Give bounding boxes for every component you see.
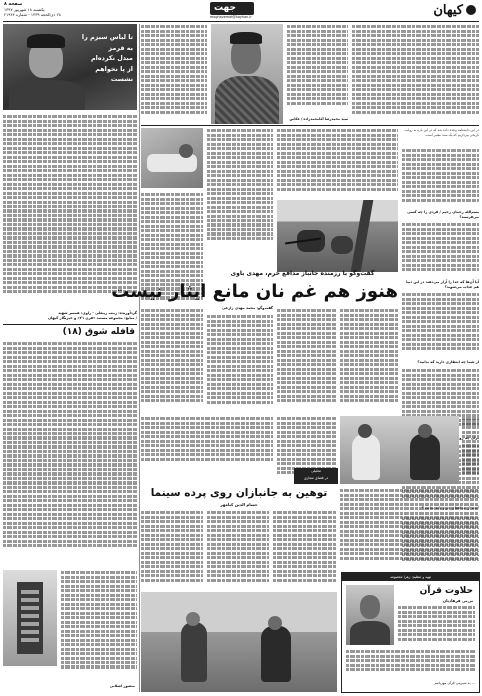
signature-line: گردآورنده: زینب زینعلی - راوی: همسر شهید — [58, 311, 137, 315]
quote-line: مبدل نکرده‌ام — [90, 54, 133, 62]
main-col-3b — [277, 308, 337, 414]
author-face — [360, 595, 380, 619]
sidebar-body-2 — [402, 222, 479, 278]
patient-head — [179, 144, 193, 158]
scene-wall — [141, 592, 337, 632]
caravan-body-2 — [61, 570, 137, 680]
interview-photo — [340, 416, 459, 484]
author-shoulders — [350, 621, 390, 645]
actor-figure — [261, 626, 291, 682]
hospital-bed-photo — [141, 128, 203, 188]
caravan-section — [3, 324, 137, 692]
author-portrait-photo — [346, 585, 394, 645]
date-persian: یکشنبه ۱۸ شهریور ۱۳۹۷ — [4, 7, 45, 13]
sidebar-body-3 — [402, 292, 479, 358]
main-col-2 — [207, 128, 273, 252]
sidebar-question: روی — [456, 436, 464, 440]
caravan-author: منصور اصلانی — [109, 684, 135, 688]
main-col-1b — [141, 308, 203, 414]
logo-emblem-icon — [466, 5, 476, 15]
masthead-rule — [3, 21, 479, 22]
main-col-4b — [340, 308, 398, 414]
actor-head — [268, 616, 282, 630]
left-article-body — [3, 114, 137, 308]
actor-head — [186, 612, 200, 626]
main-col-3 — [277, 128, 398, 198]
martyr-portrait-photo — [3, 24, 137, 110]
caravan-body — [3, 341, 137, 567]
logo-text: کیهان — [433, 3, 463, 18]
box-body-2 — [346, 649, 475, 679]
sidebar-question: آیا آن‌ها که خدا را آزار می‌دهند در این دنیا هم عذاب می‌شوند؟ — [406, 280, 479, 289]
quote-line: به قرمز — [108, 43, 133, 52]
top-center-block — [141, 24, 348, 124]
quran-sweetness-box — [341, 572, 480, 693]
sidebar-intro: در این دانشنامه وعده داده شد که در این باره به روایت تاریخی بپردازیم که یک سند معتبر است. — [404, 128, 479, 137]
top-center-text-left — [141, 24, 207, 124]
box-footer: ... به شیرینی قرآن مهربانیم — [434, 681, 475, 685]
photo-caption: سید محمدرضا آقامحمدزاده / عکاس — [289, 117, 348, 121]
tree-trunk — [351, 200, 374, 272]
officer-hair — [230, 32, 262, 44]
page-number: صفحه ۸ — [4, 2, 23, 7]
interviewee-figure — [352, 434, 380, 480]
section-email: moghavemat@kayhan.ir — [210, 15, 252, 19]
interviewee-head — [358, 424, 372, 438]
top-right-intro-text — [352, 24, 479, 122]
sidebar-question: بسم‌الله رحمان رحیم / فردی را چه کسی می‌فرستد؟ — [407, 210, 479, 219]
portrait-hair — [27, 34, 65, 48]
box-title: حلاوت قرآن — [419, 586, 473, 596]
portrait-shoulders — [9, 80, 85, 110]
interviewer-figure — [410, 434, 440, 480]
top-band-rule — [141, 125, 479, 126]
left-column — [3, 24, 137, 692]
box-header: تهیه و تنظیم: زهرا معصومه — [342, 573, 479, 581]
soldier-figure — [331, 236, 353, 254]
main-col-4c — [340, 488, 479, 568]
gate-inscription — [21, 590, 39, 646]
second-article-tag — [294, 468, 338, 484]
quote-line: از پا نخواهم — [95, 64, 133, 73]
box-body — [398, 605, 475, 649]
caravan-title: قافله شوق (۱۸) — [62, 327, 135, 337]
quote-line: نشست — [110, 75, 133, 83]
sidebar-body-1 — [402, 148, 479, 208]
main-article-headline: هنوز هم غم نان مانع ایثار نیست — [111, 281, 398, 302]
top-center-text-right — [287, 24, 348, 116]
caravan-top-rule — [3, 324, 137, 325]
second-article-headline: توهین به جانبازان روی پرده سینما — [150, 487, 328, 499]
section-logo — [210, 2, 282, 20]
gate-inscription-photo — [3, 570, 57, 666]
second-col-3 — [273, 510, 337, 590]
dateline — [4, 2, 84, 20]
main-col-2b — [207, 314, 273, 414]
actor-figure — [181, 622, 207, 682]
second-col-1 — [141, 510, 203, 590]
sidebar-question: از شما چه انتظاری دارید که بدانید؟ — [417, 360, 479, 364]
box-author: بی‌بی فرهادیان — [442, 598, 473, 603]
tag-line: تحلیلی — [311, 469, 321, 473]
second-col-2 — [207, 510, 269, 590]
masthead — [0, 0, 482, 22]
officer-portrait-photo — [211, 24, 283, 124]
source-line: / منابع: مجموعه مستند «قرن ۲۱» و خبرنگار کیهان — [47, 315, 137, 320]
quote-line: تا لباس سبزم را — [81, 33, 133, 41]
second-article-subhead: حسام الدین کیامهر — [220, 502, 258, 507]
quote-overlay — [81, 32, 133, 85]
right-sidebar-tail — [462, 416, 479, 482]
newspaper-logo — [422, 3, 476, 18]
main-article-kicker: گفت‌وگو با رزمنده جانباز مدافع حرم، مهدی باوی — [230, 270, 375, 277]
officer-uniform — [215, 76, 279, 124]
date-hijri: ۲۸ ذی‌الحجه ۱۴۳۹ - شماره ۲۱۹۴۴ — [4, 12, 61, 18]
left-article-signature — [3, 311, 137, 321]
soldiers-in-field-photo — [277, 200, 398, 272]
column-divider-left — [139, 24, 140, 692]
film-scene-photo — [141, 592, 337, 692]
tag-line: در فضای مجازی — [303, 476, 329, 480]
section-logo-text: جهت — [214, 3, 236, 13]
main-article-credit: گفت‌وگو: محمد مهدی زارعی — [222, 306, 273, 310]
main-col-1c — [141, 416, 273, 466]
interviewer-head — [418, 424, 432, 438]
